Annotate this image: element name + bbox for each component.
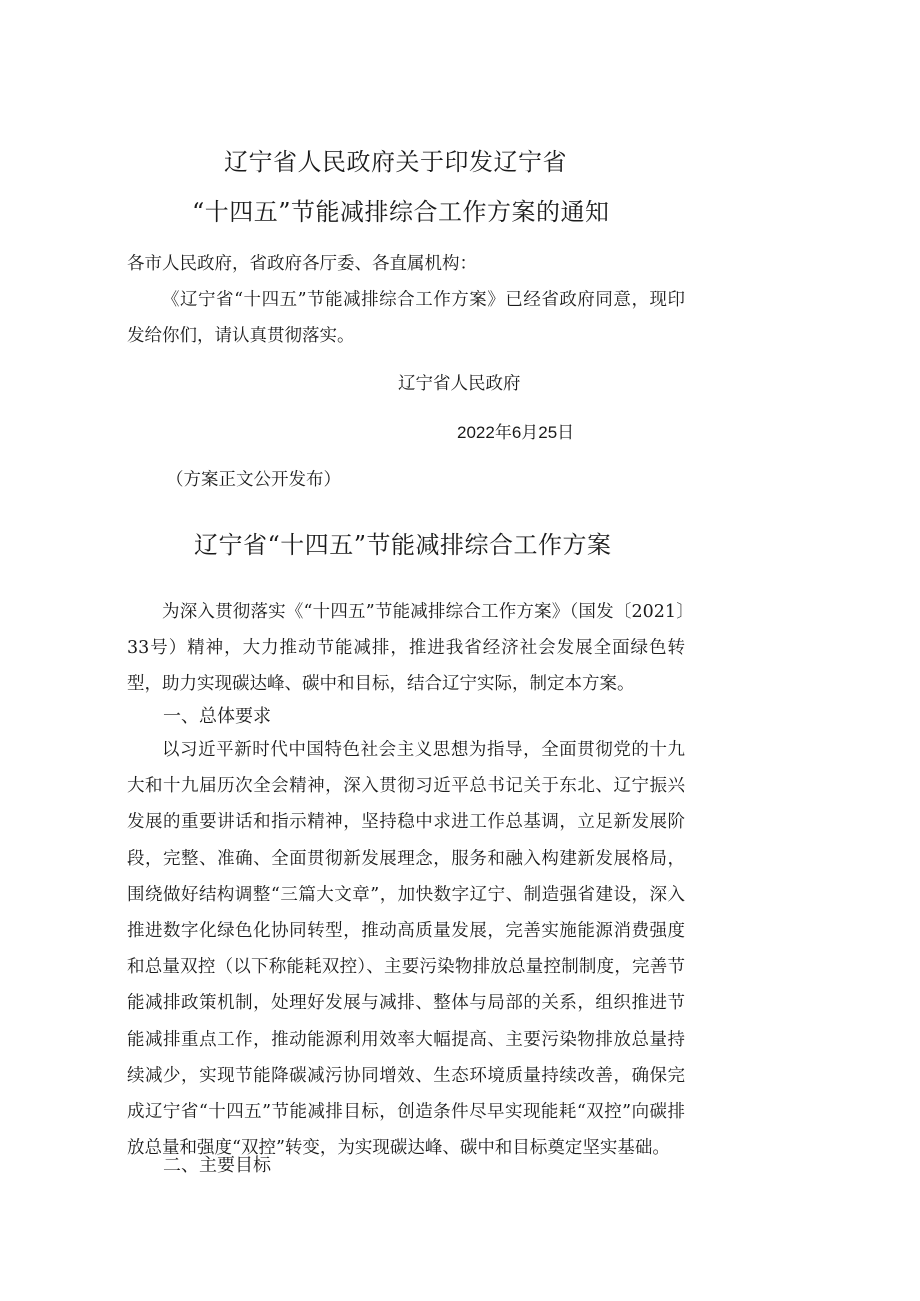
notice-body: 《辽宁省“十四五”节能减排综合工作方案》已经省政府同意，现印发给你们，请认真贯彻落实。 xyxy=(127,290,685,347)
section-heading-general-requirements: 一、总体要求 xyxy=(163,706,271,727)
notice-issuer: 辽宁省人民政府 xyxy=(398,374,521,394)
notice-title-line2: “十四五”节能减排综合工作方案的通知 xyxy=(192,198,610,226)
notice-title-line1: 辽宁省人民政府关于印发辽宁省 xyxy=(224,148,567,176)
notice-date: 2022年6月25日 xyxy=(457,423,575,442)
plan-intro: 为深入贯彻落实《“十四五”节能减排综合工作方案》（国发〔2021〕33号）精神，大力推动节能减排，推进我省经济社会发展全面绿色转型，助力实现碳达峰、碳中和目标，结合辽宁实际，制定本方案。 xyxy=(127,602,685,695)
publish-note: （方案正文公开发布） xyxy=(166,470,341,490)
section-body-general-requirements: 以习近平新时代中国特色社会主义思想为指导，全面贯彻党的十九大和十九届历次全会精神，深入贯彻习近平总书记关于东北、辽宁振兴发展的重要讲话和指示精神，坚持稳中求进工作总基调，立足新发展阶段，完整、准确、全面贯彻新发展理念，服务和融入构建新发展格局，围绕做好结构调整“三篇大文章”，加快数字辽宁、制造强省建设，深入推进数字化绿色化协同转型，推动高质量发展，完善实施能源消费强度和总量双控（以下称能耗双控）、主要污染物排放总量控制制度，完善节能减排政策机制，处理好发展与减排、整体与局部的关系，组织推进节能减排重点工作，推动能源利用效率大幅提高、主要污染物排放总量持续减少，实现节能降碳减污协同增效、生态环境质量持续改善，确保完成辽宁省“十四五”节能减排目标，创造条件尽早实现能耗“双控”向碳排放总量和强度“双控”转变，为实现碳达峰、碳中和目标奠定坚实基础。 xyxy=(127,740,685,1159)
notice-addressee: 各市人民政府，省政府各厅委、各直属机构： xyxy=(127,254,477,274)
plan-title: 辽宁省“十四五”节能减排综合工作方案 xyxy=(194,531,612,559)
section-heading-main-targets: 二、主要目标 xyxy=(163,1155,271,1176)
